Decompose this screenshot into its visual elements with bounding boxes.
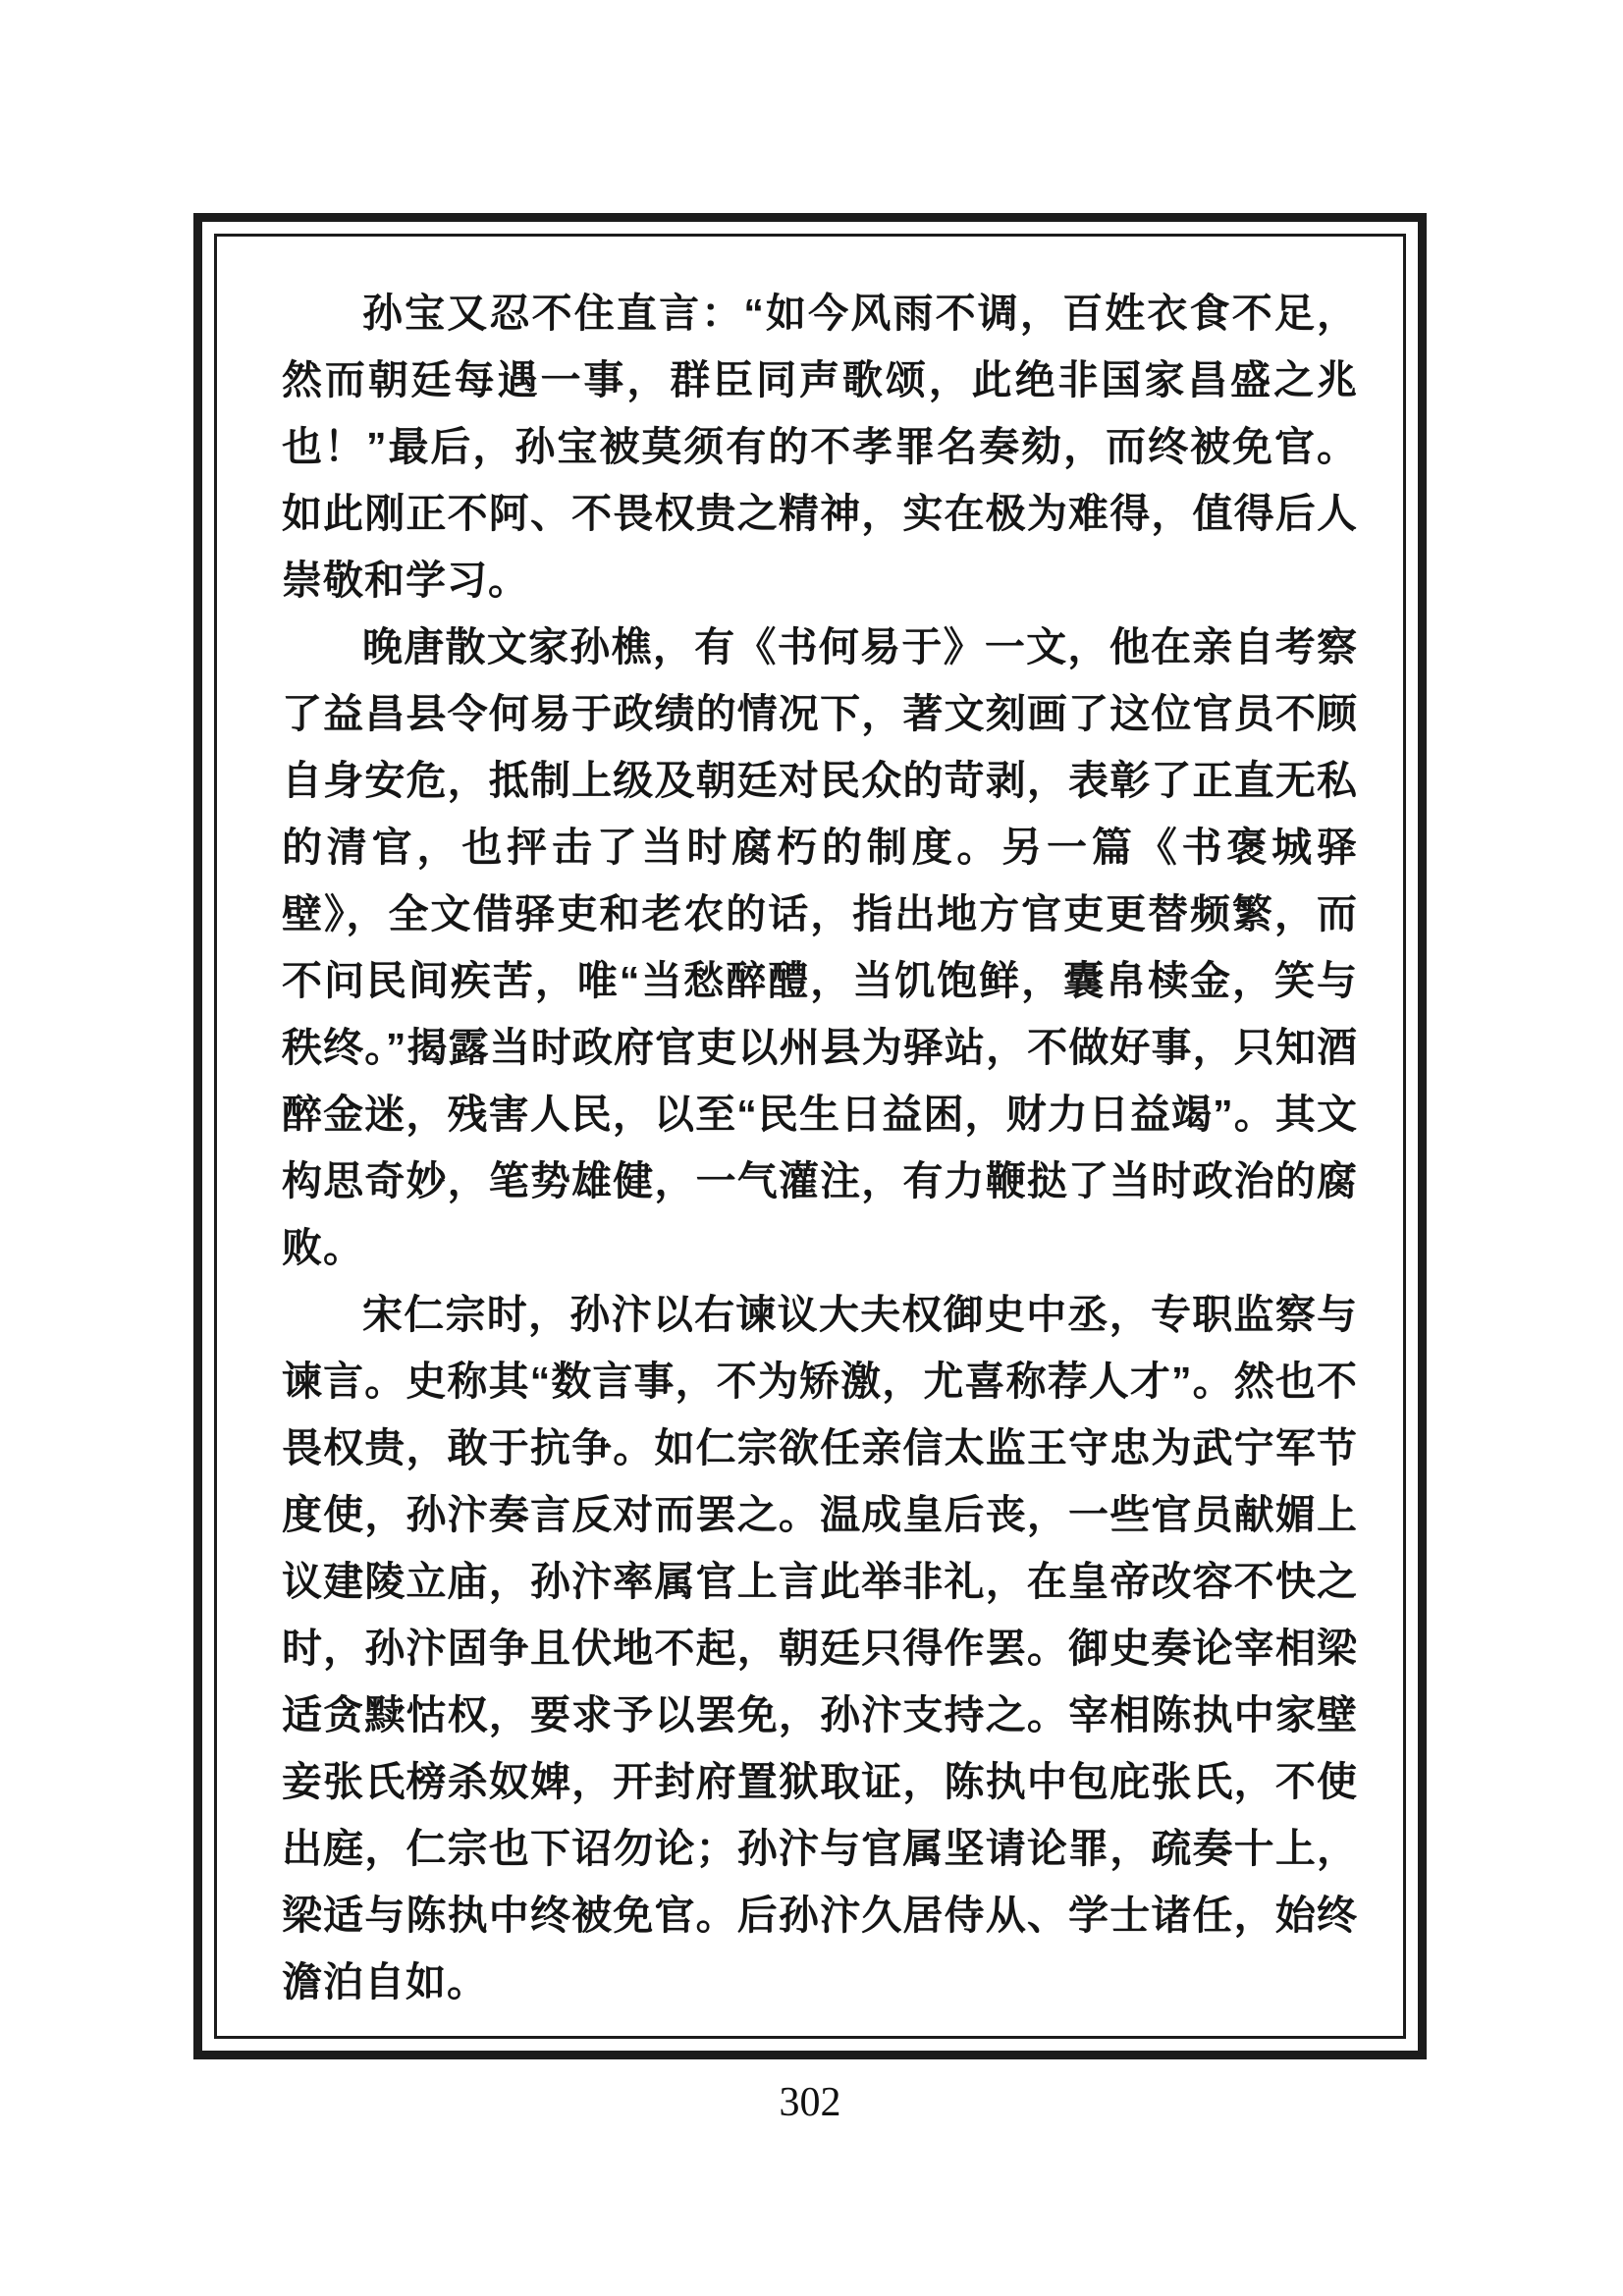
- paragraph-sun-bian: 宋仁宗时，孙汴以右谏议大夫权御史中丞，专职监察与谏言。史称其“数言事，不为矫激，尤喜称荐人才”。然也不畏权贵，敢于抗争。如仁宗欲任亲信太监王守忠为武宁军节度使，孙汴奏言反对而罢之。温成皇后丧，一些官员献媚上议建陵立庙，孙汴率属官上言此举非礼，在皇帝改容不快之时，孙汴固争且伏地不起，朝廷只得作罢。御史奏论宰相梁适贪黩怙权，要求予以罢免，孙汴支持之。宰相陈执中家壁妾张氏榜杀奴婢，开封府置狱取证，陈执中包庇张氏，不使出庭，仁宗也下诏勿论；孙汴与官属坚请论罪，疏奏十上，梁适与陈执中终被免官。后孙汴久居侍从、学士诸任，始终澹泊自如。: [282, 1292, 1358, 2004]
- page-number: 302: [779, 2080, 841, 2125]
- paragraph-sun-bao: 孙宝又忍不住直言：“如今风雨不调，百姓衣食不足，然而朝廷每遇一事，群臣同声歌颂，此绝非国家昌盛之兆也！”最后，孙宝被莫须有的不孝罪名奏劾，而终被免官。如此刚正不阿、不畏权贵之精神，实在极为难得，值得后人崇敬和学习。: [282, 291, 1358, 603]
- page-border-inner: [214, 234, 1406, 2039]
- paragraph-sun-qiao: 晚唐散文家孙樵，有《书何易于》一文，他在亲自考察了益昌县令何易于政绩的情况下，著文刻画了这位官员不顾自身安危，抵制上级及朝廷对民众的苛剥，表彰了正直无私的清官，也抨击了当时腐朽的制度。另一篇《书褒城驿壁》，全文借驿吏和老农的话，指出地方官吏更替频繁，而不问民间疾苦，唯“当愁醉醴，当饥饱鲜，囊帛椟金，笑与秩终。”揭露当时政府官吏以州县为驿站，不做好事，只知酒醉金迷，残害人民，以至“民生日益困，财力日益竭”。其文构思奇妙，笔势雄健，一气灌注，有力鞭挞了当时政治的腐败。: [282, 624, 1358, 1270]
- text-block: [282, 280, 1358, 2006]
- page-border-outer: [193, 213, 1427, 2059]
